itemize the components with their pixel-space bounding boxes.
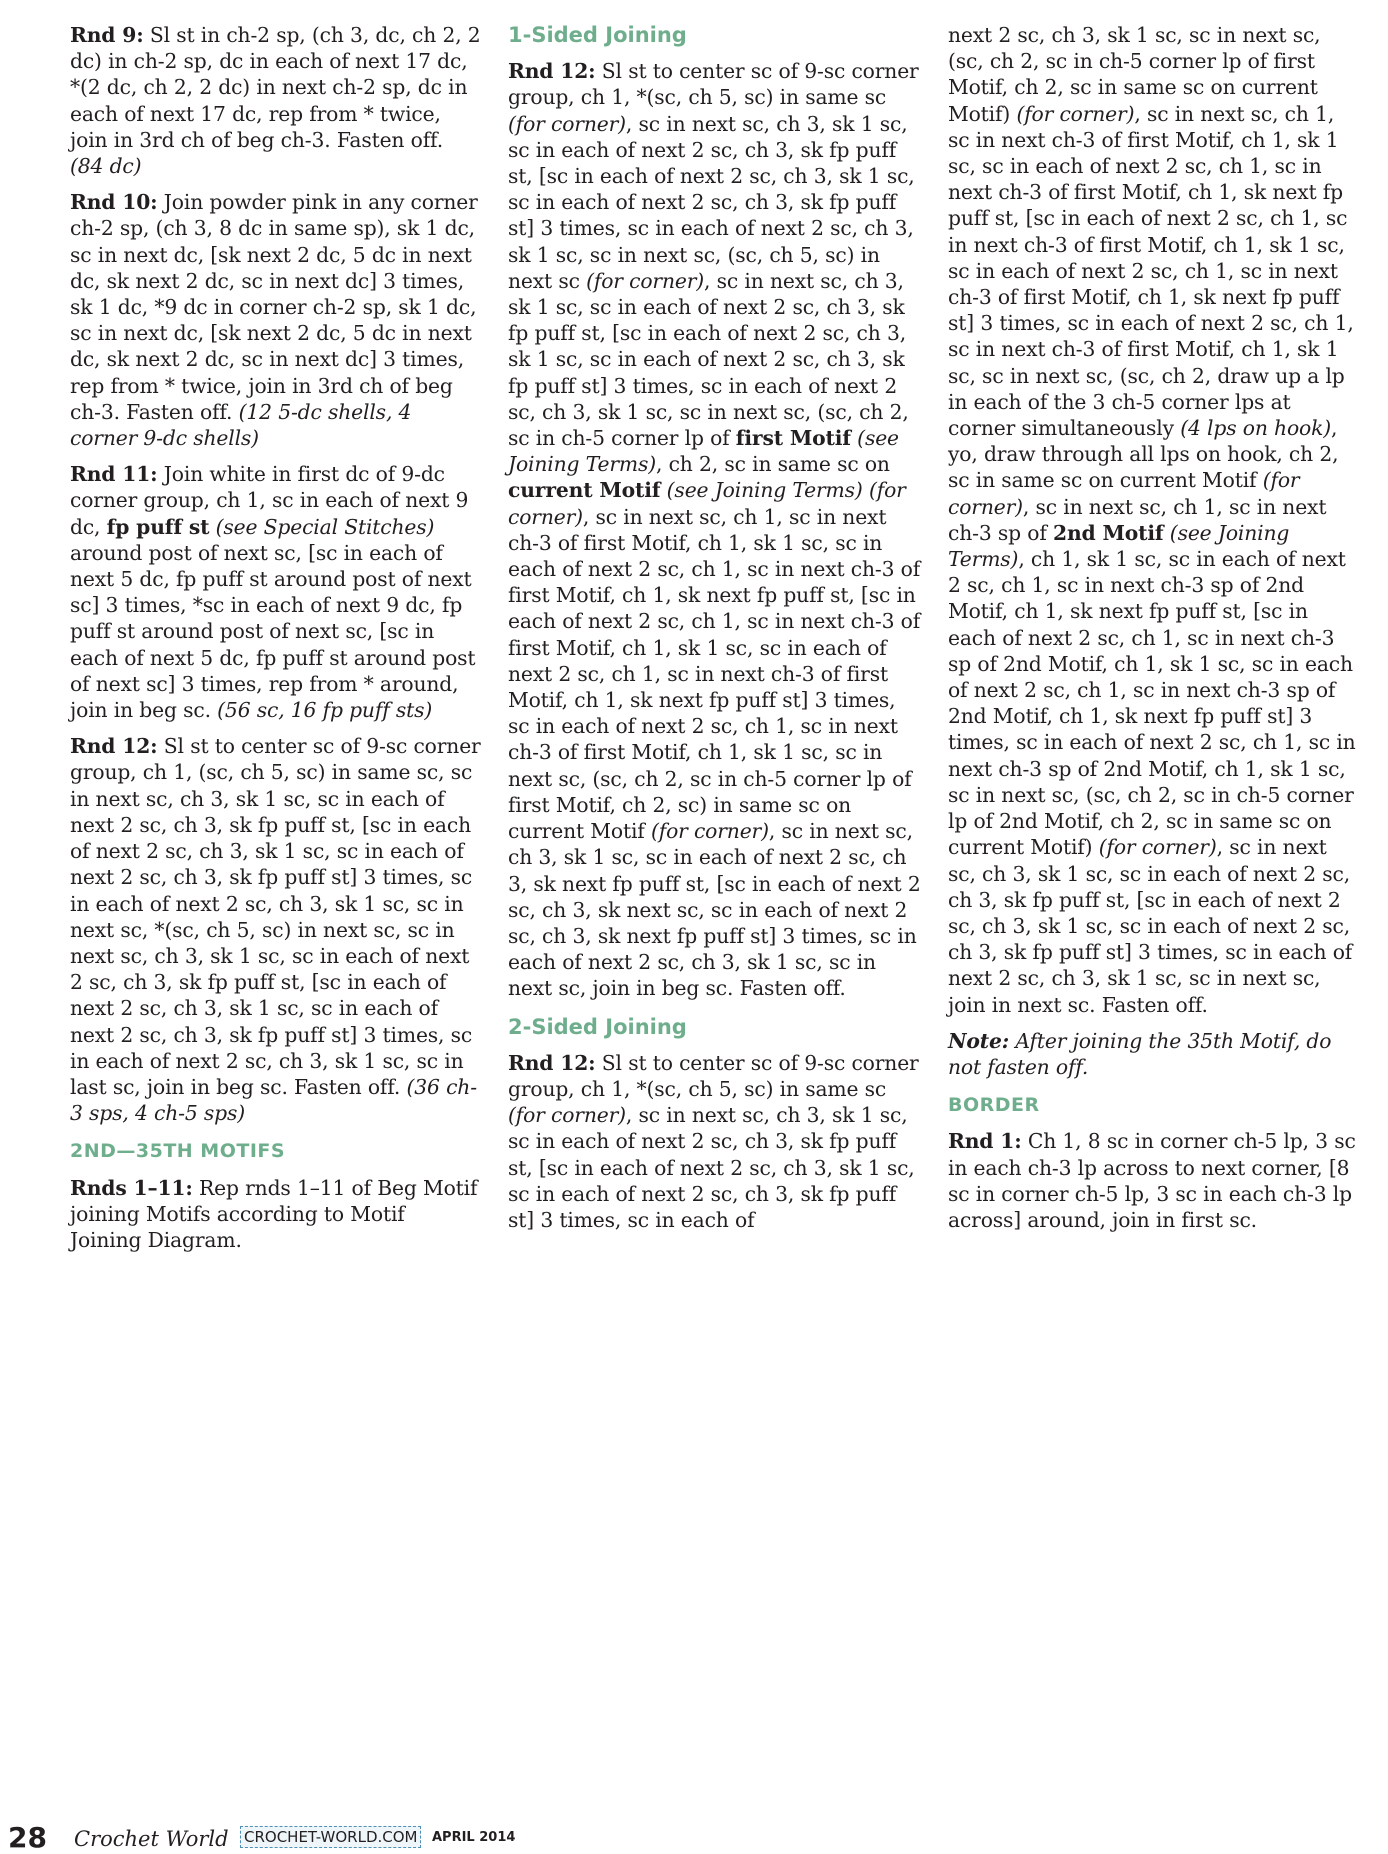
cross-reference: (see Joining Terms)	[508, 426, 899, 477]
rnd-11-paragraph	[70, 461, 482, 723]
stitch-count-note: (84 dc)	[70, 154, 142, 179]
column-1	[70, 22, 482, 1263]
corner-note: (for corner)	[508, 111, 626, 136]
rnd-text: Join powder pink in any corner ch-2 sp, (ch 3, 8 dc in same sp), sk 1 dc, sc in next dc, [sk next 2 dc, 5 dc in next dc, sk next 2 dc, sc in next dc] 3 times, sk 1 dc, *9 dc in corner ch-2 sp, sk 1 dc, sc in next dc, [sk next 2 dc, 5 dc in next dc, sk next 2 dc, sc in next dc] 3 times, rep from * twice, join in 3rd ch of beg ch-3. Fasten off.	[70, 190, 478, 424]
rnd-text: , sc in next sc, ch 3, sk 1 sc, sc in each of next 2 sc, ch 3, sk fp puff st, [sc in each of next 2 sc, ch 3, sk 1 sc, sc in each of next 2 sc, ch 3, sk fp puff st] 3 times, sc in each of next 2 sc, ch 3, sk 1 sc, sc in next sc, (sc, ch 2, sc in ch-5 corner lp of	[508, 268, 909, 451]
rnd-label: Rnds 1–11:	[70, 1175, 193, 1200]
page-footer	[0, 1821, 1388, 1854]
rnd-10-paragraph	[70, 189, 482, 451]
corner-note: (for corner)	[508, 1103, 626, 1128]
rnd-label: Rnd 12:	[70, 734, 158, 759]
rnd-label: Rnd 12:	[508, 1050, 596, 1075]
issue-date: APRIL 2014	[432, 1830, 516, 1845]
rnd-12-2-sided-paragraph	[508, 1050, 922, 1233]
rnd-text: Sl st in ch-2 sp, (ch 3, dc, ch 2, 2 dc) in ch-2 sp, dc in each of next 17 dc, *(2 dc, ch 2, 2 dc) in next ch-2 sp, dc in each of next 17 dc, rep from * twice, join in 3rd ch of beg ch-3. Fasten off.	[70, 23, 481, 152]
corner-note: (for corner)	[1016, 101, 1135, 126]
stitch-count-note: (56 sc, 16 fp puff sts)	[217, 698, 433, 723]
rnd-text: , sc in next sc, ch 3, sk 1 sc, sc in each of next 2 sc, ch 3, sk fp puff st, [sc in each of next 2 sc, ch 3, sk 1 sc, sc in each of next 2 sc, ch 3, sk fp puff st] 3 times, sc in each of next 2 sc, ch 3, sk 1 sc, sc in next sc, (sc, ch 5, sc) in next sc	[508, 111, 915, 293]
note-text: After joining the 35th Motif, do not fasten off.	[948, 1028, 1332, 1079]
rnd-text: next 2 sc, ch 3, sk 1 sc, sc in next sc, (sc, ch 2, sc in ch-5 corner lp of first Motif, ch 2, sc in same sc on current Motif)	[948, 23, 1321, 126]
rnd-label: Rnd 9:	[70, 23, 144, 47]
cross-reference: (see Special Stitches)	[209, 514, 435, 539]
loops-note: (4 lps on hook)	[1180, 416, 1331, 441]
rnd-text: , ch 2, sc in same sc on	[655, 452, 890, 477]
term-first-motif: first Motif	[735, 426, 851, 451]
rnds-1-11-paragraph	[70, 1175, 482, 1254]
stitch-count-note: (12 5-dc shells, 4 corner 9-dc shells)	[70, 399, 412, 451]
term-2nd-motif: 2nd Motif	[1052, 520, 1164, 545]
rnd-text: , sc in next sc, ch 1, sc in next ch-3 sp of	[948, 494, 1327, 545]
rnd-text: , ch 1, sk 1 sc, sc in each of next 2 sc, ch 1, sc in next ch-3 sp of 2nd Motif, ch 1, sk next fp puff st, [sc in each of next 2 sc, ch 1, sc in next ch-3 sp of 2nd Motif, ch 1, sk 1 sc, sc in each of next 2 sc, ch 1, sc in next ch-3 sp of 2nd Motif, ch 1, sk next fp puff st] 3 times, sc in each of next 2 sc, ch 1, sc in next ch-3 sp of 2nd Motif, ch 1, sk 1 sc, sc in next sc, (sc, ch 2, sc in ch-5 corner lp of 2nd Motif, ch 2, sc in same sc on current Motif)	[948, 547, 1356, 860]
stitch-count-note: (36 ch-3 sps, 4 ch-5 sps)	[70, 1074, 477, 1126]
term-current-motif: current Motif	[508, 478, 661, 503]
rnd-12-paragraph	[70, 733, 482, 1126]
note-label: Note:	[948, 1028, 1010, 1053]
rnd-12-2-sided-continued	[948, 22, 1360, 1018]
corner-note: (for corner)	[1098, 835, 1217, 860]
section-heading-border: BORDER	[948, 1094, 1040, 1117]
cross-reference: (see Joining Terms)	[948, 520, 1290, 572]
corner-note: (for corner)	[586, 268, 705, 293]
rnd-text: , sc in next sc, ch 1, sc in next ch-3 of first Motif, ch 1, sk 1 sc, sc in each of next 2 sc, ch 1, sc in next ch-3 of first Motif, ch 1, sk next fp puff st, [sc in each of next 2 sc, ch 1, sc in next ch-3 of first Motif, ch 1, sk 1 sc, sc in each of next 2 sc, ch 1, sc in next ch-3 of first Motif, ch 1, sk next fp puff st] 3 times, sc in each of next 2 sc, ch 1, sc in next ch-3 of first Motif, ch 1, sk 1 sc, sc in next sc, (sc, ch 2, draw up a lp in each of the 3 ch-5 corner lps at corner simultaneously	[948, 101, 1354, 441]
rnd-text: around post of next sc, [sc in each of next 5 dc, fp puff st around post of next sc] 3 times, *sc in each of next 9 dc, fp puff st around post of next sc, [sc in each of next 5 dc, fp puff st around post of next sc] 3 times, rep from * around, join in beg sc.	[70, 540, 476, 723]
rnd-text: Sl st to center sc of 9-sc corner group, ch 1, (sc, ch 5, sc) in same sc, sc in next sc, ch 3, sk 1 sc, sc in each of next 2 sc, ch 3, sk fp puff st, [sc in each of next 2 sc, ch 3, sk 1 sc, sc in each of next 2 sc, ch 3, sk fp puff st] 3 times, sc in each of next 2 sc, ch 3, sk 1 sc, sc in next sc, *(sc, ch 5, sc) in next sc, sc in next sc, ch 3, sk 1 sc, sc in each of next 2 sc, ch 3, sk fp puff st, [sc in each of next 2 sc, ch 3, sk 1 sc, sc in each of next 2 sc, ch 3, sk fp puff st] 3 times, sc in each of next 2 sc, ch 3, sk 1 sc, sc in last sc, join in beg sc. Fasten off.	[70, 734, 481, 1099]
rnd-12-1-sided-paragraph	[508, 58, 922, 1001]
rnd-label: Rnd 11:	[70, 462, 158, 487]
rnd-label: Rnd 10:	[70, 190, 158, 215]
rnd-text: Join white in first dc of 9-dc corner group, ch 1, sc in each of next 9 dc,	[70, 462, 469, 539]
rnd-label: Rnd 1:	[948, 1129, 1022, 1154]
note-paragraph	[948, 1028, 1360, 1080]
stitch-term: fp puff st	[106, 514, 210, 539]
corner-note: (for corner)	[948, 468, 1300, 519]
border-rnd-1-paragraph	[948, 1128, 1360, 1233]
rnd-text: , sc in next sc, ch 3, sk 1 sc, sc in each of next 2 sc, ch 3, sk fp puff st, [sc in each of next 2 sc, ch 3, sk 1 sc, sc in each of next 2 sc, ch 3, sk fp puff st] 3 times, sc in each of	[508, 1103, 915, 1232]
website-link[interactable]: CROCHET-WORLD.COM	[240, 1826, 421, 1848]
section-heading-2nd-35th-motifs: 2ND—35TH MOTIFS	[70, 1140, 286, 1163]
rnd-9-paragraph	[70, 22, 482, 179]
rnd-text: , sc in next sc, ch 1, sc in next ch-3 of first Motif, ch 1, sk 1 sc, sc in each of next 2 sc, ch 1, sc in next ch-3 of first Motif, ch 1, sk next fp puff st, [sc in each of next 2 sc, ch 1, sc in next ch-3 of first Motif, ch 1, sk 1 sc, sc in each of next 2 sc, ch 1, sc in next ch-3 of first Motif, ch 1, sk next fp puff st] 3 times, sc in each of next 2 sc, ch 1, sc in next ch-3 of first Motif, ch 1, sk 1 sc, sc in next sc, (sc, ch 2, sc in ch-5 corner lp of first Motif, ch 2, sc) in same sc on current Motif	[508, 504, 921, 844]
rnd-text: Sl st to center sc of 9-sc corner group, ch 1, *(sc, ch 5, sc) in same sc	[508, 1050, 919, 1101]
magazine-name: Crochet World	[74, 1827, 229, 1851]
page-number: 28	[8, 1821, 47, 1854]
cross-reference: (see Joining Terms) (for corner)	[508, 478, 906, 529]
section-heading-2-sided-joining: 2-Sided Joining	[508, 1014, 687, 1039]
rnd-text: Rep rnds 1–11 of Beg Motif joining Motifs according to Motif Joining Diagram.	[70, 1175, 478, 1252]
corner-note: (for corner)	[650, 819, 769, 844]
section-heading-1-sided-joining: 1-Sided Joining	[508, 23, 687, 47]
rnd-text: , sc in next sc, ch 3, sk 1 sc, sc in each of next 2 sc, ch 3, sk fp puff st, [sc in each of next 2 sc, ch 3, sk 1 sc, sc in each of next 2 sc, ch 3, sk fp puff st] 3 times, sc in each of next 2 sc, ch 3, sk 1 sc, sc in next sc, join in next sc. Fasten off.	[948, 835, 1353, 1017]
rnd-text: Ch 1, 8 sc in corner ch-5 lp, 3 sc in each ch-3 lp across to next corner, [8 sc in corner ch-5 lp, 3 sc in each ch-3 lp across] around, join in first sc.	[948, 1129, 1356, 1232]
rnd-text: , yo, draw through all lps on hook, ch 2, sc in same sc on current Motif	[948, 416, 1339, 493]
column-3	[948, 22, 1360, 1243]
rnd-text: Sl st to center sc of 9-sc corner group, ch 1, *(sc, ch 5, sc) in same sc	[508, 59, 919, 110]
rnd-label: Rnd 12:	[508, 59, 596, 84]
column-2	[508, 22, 922, 1243]
rnd-text: , sc in next sc, ch 3, sk 1 sc, sc in each of next 2 sc, ch 3, sk next fp puff st, [sc in each of next 2 sc, ch 3, sk next sc, sc in each of next 2 sc, ch 3, sk next fp puff st] 3 times, sc in each of next 2 sc, ch 3, sk 1 sc, sc in next sc, join in beg sc. Fasten off.	[508, 819, 921, 1001]
